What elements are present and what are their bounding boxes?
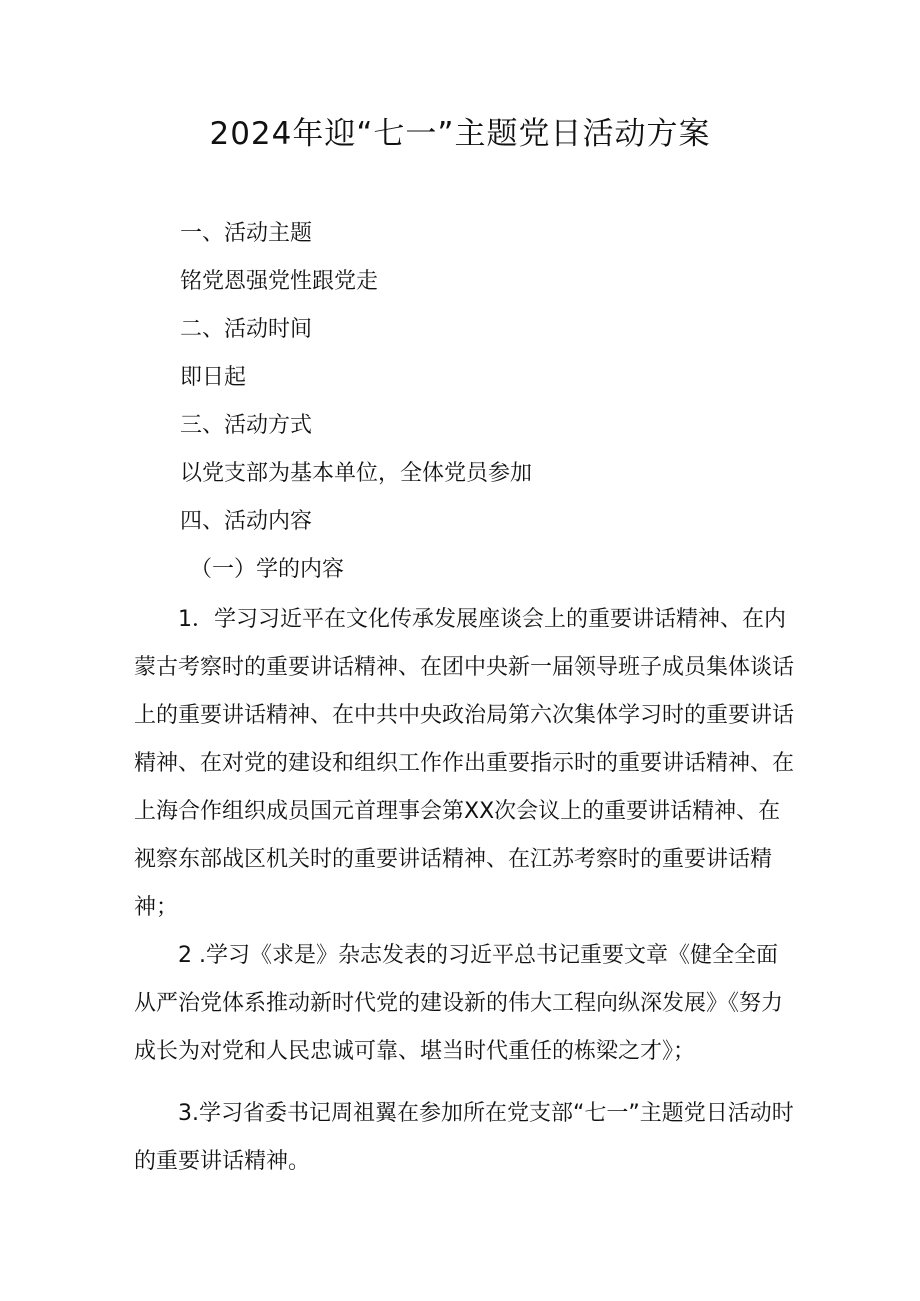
section4-heading: 四、活动内容 <box>180 509 313 534</box>
subsection1-heading: （一）学的内容 <box>190 557 345 582</box>
section3-heading: 三、活动方式 <box>180 413 313 438</box>
section3-text: 以党支部为基本单位，全体党员参加 <box>180 461 533 486</box>
document-title: 2024年迎“七一”主题党日活动方案 <box>209 116 711 152</box>
item1-paragraph: 1．学习习近平在文化传承发展座谈会上的重要讲话精神、在内蒙古考察时的重要讲话精神、在团中央新一届领导班子成员集体谈话上的重要讲话精神、在中共中央政治局第六次集体学习时的重要讲话精神、在对党的建设和组织工作作出重要指示时的重要讲话精神、在上海合作组织成员国元首理事会第XX次会议上的重要讲话精神、在视察东部战区机关时的重要讲话精神、在江苏考察时的重要讲话精神； <box>134 607 795 920</box>
section2-heading: 二、活动时间 <box>180 317 313 342</box>
item2-paragraph: 2 .学习《求是》杂志发表的习近平总书记重要文章《健全全面从严治党体系推动新时代党的建设新的伟大工程向纵深发展》《努力成长为对党和人民忠诚可靠、堪当时代重任的栋梁之才》； <box>134 943 784 1064</box>
section1-text: 铭党恩强党性跟党走 <box>180 269 379 294</box>
item3-paragraph: 3.学习省委书记周祖翼在参加所在党支部“七一”主题党日活动时的重要讲话精神。 <box>134 1101 794 1174</box>
section2-text: 即日起 <box>180 365 247 390</box>
section1-heading: 一、活动主题 <box>180 221 313 246</box>
